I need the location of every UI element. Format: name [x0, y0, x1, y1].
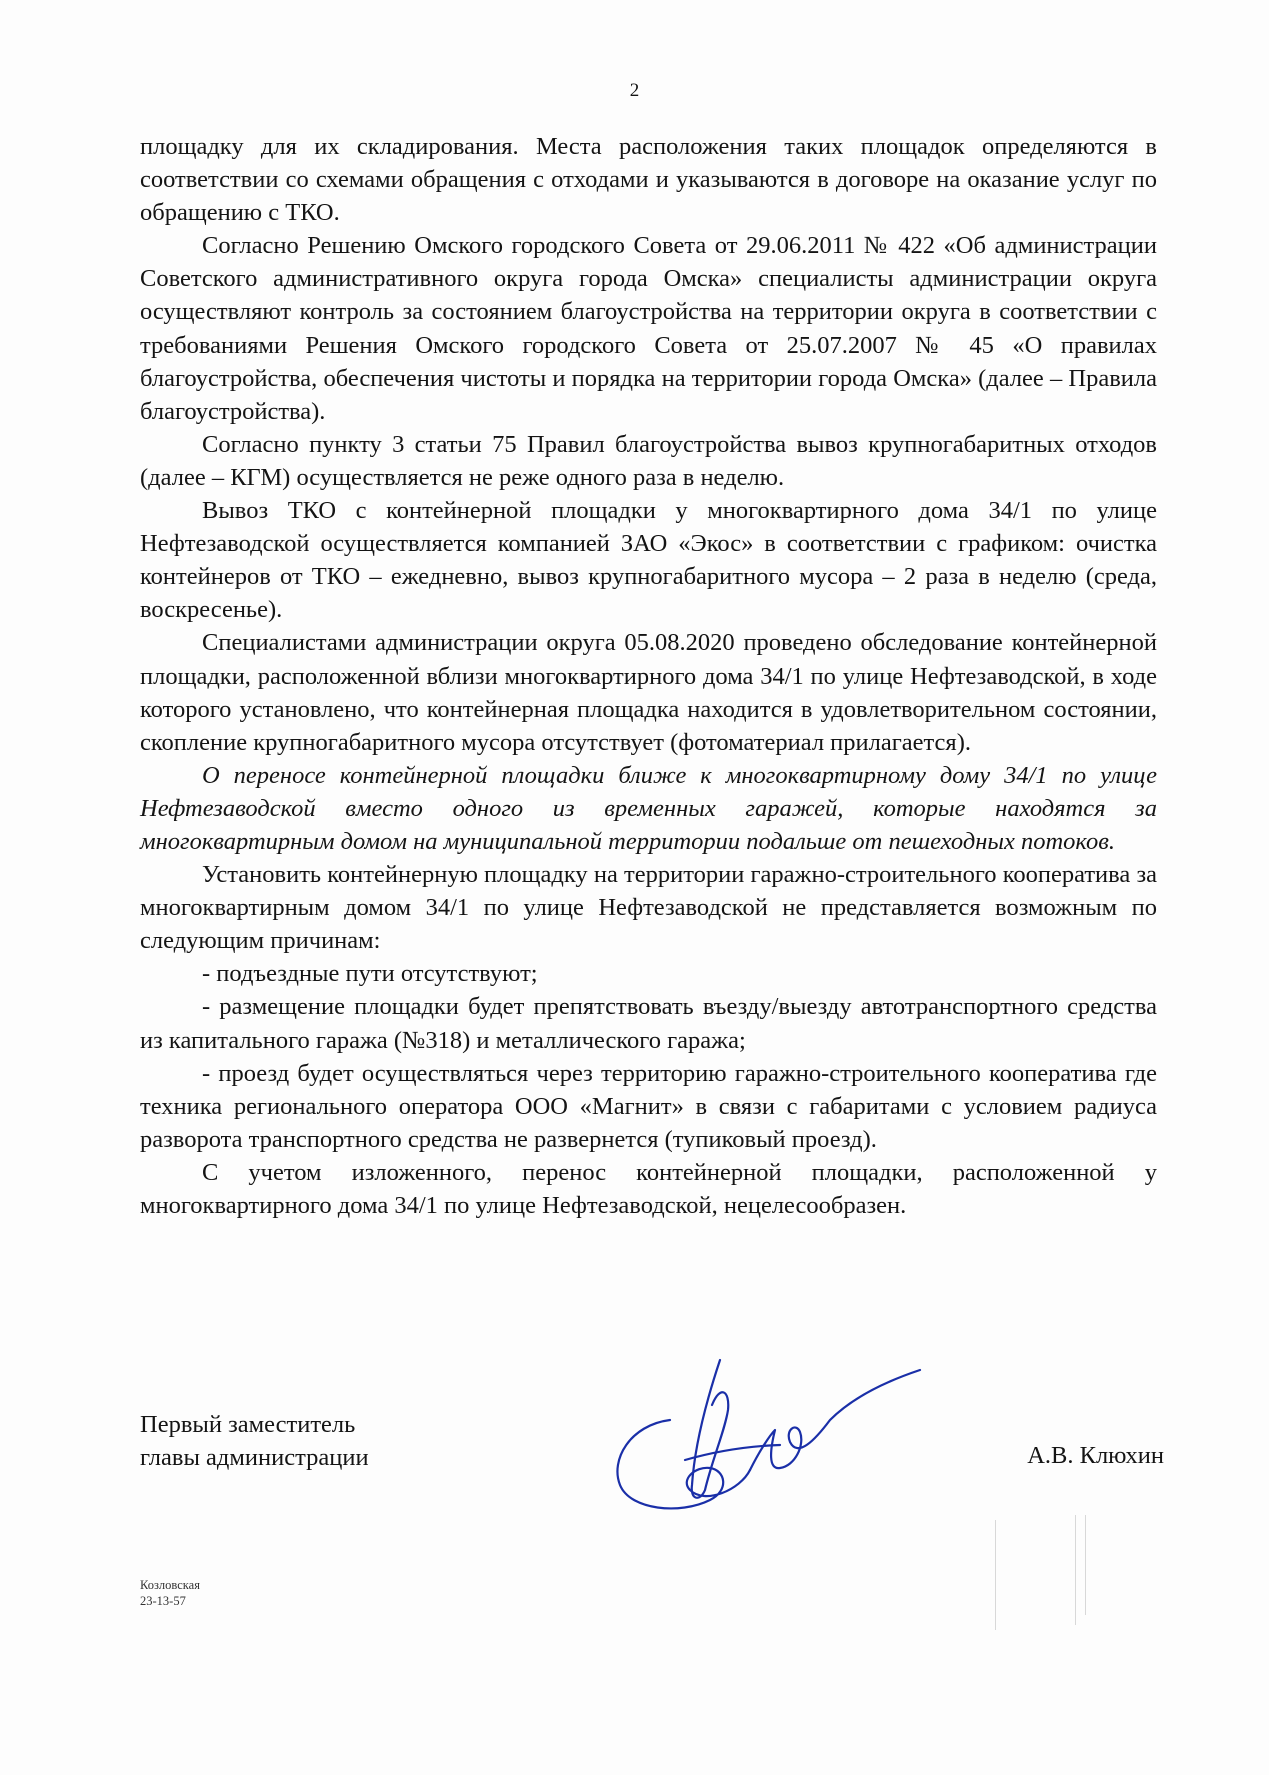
reason-item-1: - подъездные пути отсутствуют;	[202, 960, 538, 988]
reason-item-2: - размещение площадки будет препятствовать въезду/выезду автотранспортного средства из капитального гаража (№318) и металлического гаража;	[140, 993, 1157, 1054]
paragraph-impossible: Установить контейнерную площадку на территории гаражно-строительного кооператива за многоквартирным домом 34/1 по улице Нефтезаводской не представляется возможным по следующим причинам:	[140, 861, 1157, 955]
scan-artifact-line	[1075, 1515, 1076, 1625]
signatory-name: А.В. Клюхин	[1027, 1442, 1164, 1469]
signatory-title	[140, 1408, 369, 1474]
scan-artifact-line	[995, 1520, 996, 1630]
paragraph-continuation: площадку для их складирования. Места расположения таких площадок определяются в соответствии со схемами обращения с отходами и указываются в договоре на оказание услуг по обращению с ТКО.	[140, 133, 1157, 227]
handwritten-signature-icon	[600, 1350, 940, 1520]
executor-phone: 23-13-57	[140, 1594, 186, 1608]
reason-item-3: - проезд будет осуществляться через территорию гаражно-строительного кооператива где техника регионального оператора ООО «Магнит» в связи с габаритами с условием радиуса разворота транспортного средства не развернется (тупиковый проезд).	[140, 1059, 1157, 1153]
paragraph-removal-schedule: Вывоз ТКО с контейнерной площадки у многоквартирного дома 34/1 по улице Нефтезаводской осуществляется компанией ЗАО «Экос» в соответствии с графиком: очистка контейнеров от ТКО – ежедневно, вывоз крупногабаритного мусора – 2 раза в неделю (среда, воскресенье).	[140, 497, 1157, 624]
signatory-title-line2: главы администрации	[140, 1444, 369, 1471]
paragraph-inspection: Специалистами администрации округа 05.08.2020 проведено обследование контейнерной площадки, расположенной вблизи многоквартирного дома 34/1 по улице Нефтезаводской, в ходе которого установлено, что контейнерная площадка находится в удовлетворительном состоянии, скопление крупногабаритного мусора отсутствует (фотоматериал прилагается).	[140, 629, 1157, 756]
letter-body	[140, 130, 1157, 1222]
paragraph-council-decision: Согласно Решению Омского городского Совета от 29.06.2011 № 422 «Об администрации Советского административного округа города Омска» специалисты администрации округа осуществляют контроль за состоянием благоустройства на территории округа в соответствии с требованиями Решения Омского городского Совета от 25.07.2007 № 45 «О правилах благоустройства, обеспечения чистоты и порядка на территории города Омска» (далее – Правила благоустройства).	[140, 232, 1157, 425]
signatory-title-line1: Первый заместитель	[140, 1411, 356, 1438]
paragraph-kgm-rules: Согласно пункту 3 статьи 75 Правил благоустройства вывоз крупногабаритных отходов (далее – КГМ) осуществляется не реже одного раза в неделю.	[140, 430, 1157, 491]
executor-name: Козловская	[140, 1578, 200, 1592]
executor-info	[140, 1577, 200, 1609]
paragraph-conclusion: С учетом изложенного, перенос контейнерной площадки, расположенной у многоквартирного дома 34/1 по улице Нефтезаводской, нецелесообразен.	[140, 1158, 1157, 1219]
page-number: 2	[629, 80, 640, 101]
scan-artifact-line	[1085, 1515, 1086, 1615]
paragraph-request-quote: О переносе контейнерной площадки ближе к многоквартирному дому 34/1 по улице Нефтезаводской вместо одного из временных гаражей, которые находятся за многоквартирным домом на муниципальной территории подальше от пешеходных потоков.	[140, 761, 1157, 855]
